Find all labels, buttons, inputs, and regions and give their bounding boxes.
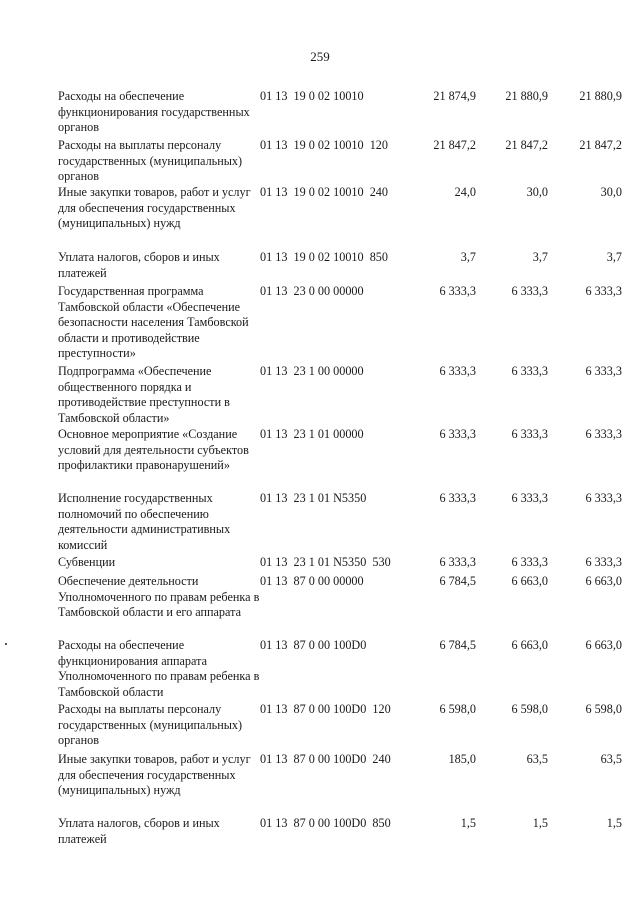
item-code: 01 13 23 1 01 N5350 530 <box>260 555 391 569</box>
item-code: 01 13 23 1 01 N5350 <box>260 491 367 505</box>
item-name: Расходы на выплаты персоналу государственных (муниципальных) органов <box>58 138 243 183</box>
item-code: 01 13 87 0 00 100D0 850 <box>260 816 391 830</box>
amount-col-2: 30,0 <box>526 185 548 199</box>
amount-col-2: 21 847,2 <box>505 138 548 152</box>
amount-col-1: 21 847,2 <box>433 138 476 152</box>
amount-col-3: 6 333,3 <box>585 491 622 505</box>
item-name: Расходы на обеспечение функционирования аппарата Уполномоченного по правам ребенка в Тамбовской области <box>58 638 260 699</box>
amount-col-1: 6 598,0 <box>439 702 476 716</box>
amount-col-1: 1,5 <box>460 816 476 830</box>
amount-col-3: 6 333,3 <box>585 555 622 569</box>
item-name: Исполнение государственных полномочий по обеспечению деятельности административных комиссий <box>58 491 231 552</box>
item-name: Подпрограмма «Обеспечение общественного порядка и противодействие преступности в Тамбовской области» <box>58 364 230 425</box>
amount-col-1: 6 333,3 <box>439 364 476 378</box>
item-code: 01 13 23 1 01 00000 <box>260 427 364 441</box>
amount-col-2: 6 333,3 <box>511 364 548 378</box>
item-name: Основное мероприятие «Создание условий для деятельности субъектов профилактики правонарушений» <box>58 427 249 472</box>
amount-col-1: 3,7 <box>460 250 476 264</box>
amount-col-1: 6 333,3 <box>439 284 476 298</box>
amount-col-3: 6 663,0 <box>585 574 622 588</box>
item-name: Субвенции <box>58 555 116 569</box>
amount-col-1: 6 333,3 <box>439 491 476 505</box>
amount-col-1: 185,0 <box>448 752 476 766</box>
amount-col-3: 6 663,0 <box>585 638 622 652</box>
item-code: 01 13 19 0 02 10010 120 <box>260 138 388 152</box>
amount-col-3: 21 880,9 <box>579 89 622 103</box>
amount-col-1: 21 874,9 <box>433 89 476 103</box>
amount-col-2: 3,7 <box>532 250 548 264</box>
item-code: 01 13 19 0 02 10010 <box>260 89 364 103</box>
amount-col-1: 6 784,5 <box>439 638 476 652</box>
item-code: 01 13 87 0 00 00000 <box>260 574 364 588</box>
item-code: 01 13 23 1 00 00000 <box>260 364 364 378</box>
amount-col-1: 24,0 <box>454 185 476 199</box>
page-number: 259 <box>310 49 330 64</box>
amount-col-1: 6 784,5 <box>439 574 476 588</box>
amount-col-3: 63,5 <box>600 752 622 766</box>
amount-col-3: 21 847,2 <box>579 138 622 152</box>
item-code: 01 13 23 0 00 00000 <box>260 284 364 298</box>
item-code: 01 13 87 0 00 100D0 <box>260 638 367 652</box>
amount-col-2: 6 663,0 <box>511 638 548 652</box>
scan-speck <box>5 643 7 645</box>
amount-col-3: 1,5 <box>606 816 622 830</box>
amount-col-3: 30,0 <box>600 185 622 199</box>
item-name: Иные закупки товаров, работ и услуг для обеспечения государственных (муниципальных) нужд <box>58 185 251 230</box>
amount-col-3: 6 598,0 <box>585 702 622 716</box>
amount-col-2: 6 333,3 <box>511 491 548 505</box>
amount-col-3: 6 333,3 <box>585 364 622 378</box>
item-name: Расходы на выплаты персоналу государственных (муниципальных) органов <box>58 702 243 747</box>
amount-col-3: 3,7 <box>606 250 622 264</box>
amount-col-2: 6 333,3 <box>511 284 548 298</box>
amount-col-2: 6 333,3 <box>511 555 548 569</box>
item-name: Уплата налогов, сборов и иных платежей <box>58 816 220 846</box>
amount-col-3: 6 333,3 <box>585 427 622 441</box>
amount-col-3: 6 333,3 <box>585 284 622 298</box>
item-name: Обеспечение деятельности Уполномоченного по правам ребенка в Тамбовской области и его аппарата <box>58 574 260 619</box>
item-code: 01 13 87 0 00 100D0 240 <box>260 752 391 766</box>
amount-col-1: 6 333,3 <box>439 555 476 569</box>
amount-col-2: 63,5 <box>526 752 548 766</box>
item-code: 01 13 87 0 00 100D0 120 <box>260 702 391 716</box>
item-code: 01 13 19 0 02 10010 850 <box>260 250 388 264</box>
item-name: Уплата налогов, сборов и иных платежей <box>58 250 220 280</box>
amount-col-2: 1,5 <box>532 816 548 830</box>
amount-col-2: 21 880,9 <box>505 89 548 103</box>
item-code: 01 13 19 0 02 10010 240 <box>260 185 388 199</box>
item-name: Государственная программа Тамбовской области «Обеспечение безопасности населения Тамбовской области и противодействие преступности» <box>58 284 249 360</box>
amount-col-2: 6 333,3 <box>511 427 548 441</box>
amount-col-2: 6 598,0 <box>511 702 548 716</box>
item-name: Расходы на обеспечение функционирования государственных органов <box>58 89 250 134</box>
amount-col-1: 6 333,3 <box>439 427 476 441</box>
amount-col-2: 6 663,0 <box>511 574 548 588</box>
item-name: Иные закупки товаров, работ и услуг для обеспечения государственных (муниципальных) нужд <box>58 752 251 797</box>
